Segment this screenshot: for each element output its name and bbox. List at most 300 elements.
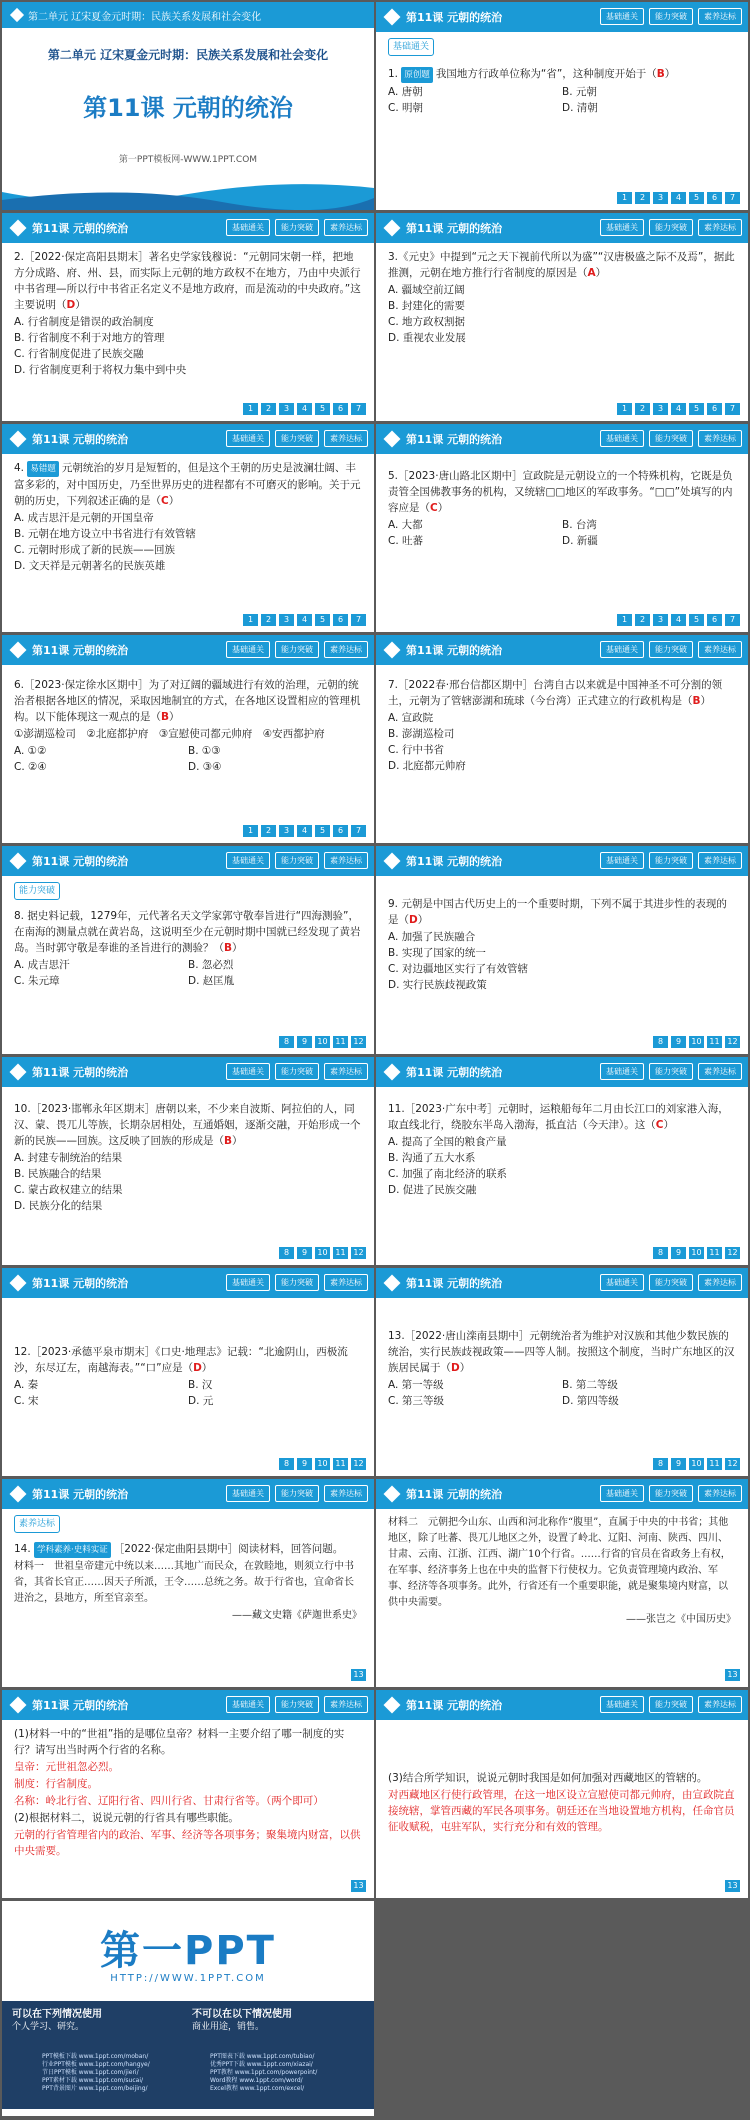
- link-list: [42, 2053, 364, 2093]
- tab-literacy[interactable]: 素养达标: [324, 1696, 368, 1713]
- nav-1[interactable]: 1: [243, 403, 258, 415]
- answer: D: [451, 1362, 460, 1374]
- nav-11[interactable]: 11: [333, 1458, 348, 1470]
- tab-ability[interactable]: 能力突破: [275, 1274, 319, 1291]
- tab-literacy[interactable]: 素养达标: [698, 219, 742, 236]
- tab-literacy[interactable]: 素养达标: [698, 430, 742, 447]
- tab-literacy[interactable]: 素养达标: [324, 852, 368, 869]
- question-tail: ）: [232, 1135, 243, 1147]
- slide-q2: [2, 213, 374, 421]
- option-a: A. 疆域空前辽阔: [388, 284, 465, 296]
- page-nav: [279, 1458, 366, 1470]
- lesson-header: 第11课 元朝的统治: [406, 1699, 503, 1712]
- nav-11[interactable]: 11: [333, 1036, 348, 1048]
- slide-header: [2, 1479, 374, 1509]
- nav-12[interactable]: 12: [351, 1036, 366, 1048]
- nav-7[interactable]: 7: [725, 403, 740, 415]
- nav-5[interactable]: 5: [315, 403, 330, 415]
- slide-header: [2, 1268, 374, 1298]
- option-b: B. 汉: [188, 1379, 213, 1391]
- nav-11[interactable]: 11: [707, 1036, 722, 1048]
- nav-8[interactable]: 8: [279, 1458, 294, 1470]
- tab-literacy[interactable]: 素养达标: [324, 1274, 368, 1291]
- slide-q8: [2, 846, 374, 1054]
- tab-basic[interactable]: 基础通关: [226, 641, 270, 658]
- link-item[interactable]: PPT素材下载 www.1ppt.com/sucai/: [42, 2077, 144, 2084]
- tab-basic[interactable]: 基础通关: [600, 1063, 644, 1080]
- slide-header: [376, 213, 748, 243]
- slide-header: [2, 1690, 374, 1720]
- diamond-icon: [10, 853, 27, 870]
- lesson-header: 第11课 元朝的统治: [406, 11, 503, 24]
- tab-literacy[interactable]: 素养达标: [698, 8, 742, 25]
- tab-ability[interactable]: 能力突破: [649, 1485, 693, 1502]
- nav-6[interactable]: 6: [333, 403, 348, 415]
- nav-3[interactable]: 3: [279, 403, 294, 415]
- lesson-header: 第11课 元朝的统治: [32, 1277, 129, 1290]
- tab-basic[interactable]: 基础通关: [226, 1063, 270, 1080]
- lesson-header: 第11课 元朝的统治: [406, 1066, 503, 1079]
- option-d: D. 新疆: [562, 535, 598, 547]
- tab-literacy[interactable]: 素养达标: [698, 852, 742, 869]
- option-c: C. 明朝: [388, 102, 424, 114]
- nav-10[interactable]: 10: [315, 1036, 330, 1048]
- lesson-header: 第11课 元朝的统治: [32, 1066, 129, 1079]
- tab-literacy[interactable]: 素养达标: [698, 1274, 742, 1291]
- answer: B: [224, 942, 233, 954]
- nav-4[interactable]: 4: [671, 192, 686, 204]
- question-text: 6.［2023·保定徐水区期中］为了对辽阔的疆域进行有效的治理，元朝的统治者根据各地区的情况，采取因地制宜的方式，在各地区设置相应的管理机构。以下能体现这一观点的是（: [14, 679, 361, 723]
- slide-header: [376, 1479, 748, 1509]
- tab-basic[interactable]: 基础通关: [226, 430, 270, 447]
- option-a: A. 宣政院: [388, 712, 434, 724]
- nav-4[interactable]: 4: [297, 403, 312, 415]
- tab-ability[interactable]: 能力突破: [649, 1696, 693, 1713]
- tab-basic[interactable]: 基础通关: [600, 1696, 644, 1713]
- slide-header: [376, 2, 748, 32]
- nav-6[interactable]: 6: [333, 614, 348, 626]
- nav-7[interactable]: 7: [725, 614, 740, 626]
- lesson-header: 第11课 元朝的统治: [406, 433, 503, 446]
- nav-7[interactable]: 7: [351, 614, 366, 626]
- page-nav: [617, 403, 740, 415]
- question-text: 9. 元朝是中国古代历史上的一个重要时期，下列不属于其进步性的表现的是（: [388, 898, 727, 926]
- nav-2[interactable]: 2: [261, 825, 276, 837]
- nav-9[interactable]: 9: [297, 1247, 312, 1259]
- tab-basic[interactable]: 基础通关: [226, 1274, 270, 1291]
- options: [14, 743, 362, 775]
- answer: B: [224, 1135, 233, 1147]
- nav-1[interactable]: 1: [243, 614, 258, 626]
- lesson-header: 第11课 元朝的统治: [32, 222, 129, 235]
- slide-material-two: [376, 1479, 748, 1687]
- answer-emperor: 皇帝：元世祖忽必烈。: [14, 1761, 119, 1773]
- answer: C: [655, 1119, 664, 1131]
- nav-3[interactable]: 3: [279, 614, 294, 626]
- nav-5[interactable]: 5: [315, 614, 330, 626]
- option-a: A. 行省制度是错误的政治制度: [14, 316, 154, 328]
- option-c: C. 行中书省: [388, 744, 445, 756]
- link-item[interactable]: 行业PPT模板 www.1ppt.com/hangye/: [42, 2061, 150, 2068]
- question-text: 3.《元史》中提到“元之天下视前代所以为盛”“汉唐极盛之际不及焉”，据此推测，元朝在地方推行行省制度的原因是（: [388, 251, 735, 279]
- question-tail: ）: [437, 502, 449, 514]
- option-b: B. 民族融合的结果: [14, 1168, 102, 1180]
- nav-13[interactable]: 13: [351, 1669, 366, 1681]
- tab-literacy[interactable]: 素养达标: [698, 1063, 742, 1080]
- nav-9[interactable]: 9: [297, 1458, 312, 1470]
- option-a: A. 成吉思汗: [14, 959, 70, 971]
- tab-basic[interactable]: 基础通关: [600, 852, 644, 869]
- nav-6[interactable]: 6: [707, 614, 722, 626]
- page-nav: [617, 192, 740, 204]
- option-d: D. 清朝: [562, 102, 598, 114]
- slide-header: [376, 846, 748, 876]
- question-text: ［2022·保定曲阳县期中］阅读材料，回答问题。: [113, 1543, 344, 1555]
- nav-4[interactable]: 4: [297, 614, 312, 626]
- tab-basic[interactable]: 基础通关: [600, 1274, 644, 1291]
- nav-2[interactable]: 2: [635, 192, 650, 204]
- diamond-icon: [10, 1486, 27, 1503]
- option-b: B. ①③: [188, 745, 221, 757]
- tab-basic[interactable]: 基础通关: [600, 641, 644, 658]
- tab-basic[interactable]: 基础通关: [226, 1696, 270, 1713]
- question-tail: ）: [232, 942, 243, 954]
- lesson-header: 第11课 元朝的统治: [406, 222, 503, 235]
- diamond-icon: [10, 8, 24, 22]
- question-text: 2.［2022·保定高阳县期末］著名史学家钱穆说：“元朝同宋朝一样，把地方分成路、府、州、县，而实际上元朝的地方政权不在地方，乃由中央派行中书省理—所以行中书省正名定义不是地方政府，而是流动的中央政府。”这主要说明（: [14, 251, 361, 311]
- tab-ability[interactable]: 能力突破: [275, 430, 319, 447]
- tab-ability[interactable]: 能力突破: [649, 8, 693, 25]
- nav-2[interactable]: 2: [635, 614, 650, 626]
- question-items: ①澎湖巡检司 ②北庭都护府 ③宣慰使司都元帅府 ④安西都护府: [14, 728, 325, 740]
- option-c: C. 对边疆地区实行了有效管辖: [388, 963, 529, 975]
- slide-header: [376, 424, 748, 454]
- nav-12[interactable]: 12: [351, 1247, 366, 1259]
- material-two-source: ——张岂之《中国历史》: [626, 1614, 736, 1625]
- tab-literacy[interactable]: 素养达标: [324, 1485, 368, 1502]
- nav-12[interactable]: 12: [351, 1458, 366, 1470]
- link-item[interactable]: PPT图表下载 www.1ppt.com/tubiao/: [210, 2053, 315, 2060]
- option-a: A. ①②: [14, 745, 47, 757]
- nav-1[interactable]: 1: [617, 614, 632, 626]
- option-d: D. 第四等级: [562, 1395, 619, 1407]
- nav-9[interactable]: 9: [671, 1036, 686, 1048]
- tab-basic[interactable]: 基础通关: [600, 8, 644, 25]
- lesson-title: 第11课 元朝的统治: [83, 94, 293, 122]
- option-a: A. 提高了全国的粮食产量: [388, 1136, 507, 1148]
- tab-ability[interactable]: 能力突破: [649, 852, 693, 869]
- page-nav: [653, 1247, 740, 1259]
- slide-header: [376, 1057, 748, 1087]
- question-text: 8. 据史料记载，1279年，元代著名天文学家郭守敬奉旨进行“四海测验”，在南海的测量点就在黄岩岛，这说明至少在元朝时期中国就已经发现了黄岩岛。当时郭守敬是奉谁的圣旨进行的测验？（: [14, 910, 361, 954]
- can-use-title: 可以在下列情况使用: [12, 2009, 102, 2020]
- nav-8[interactable]: 8: [279, 1036, 294, 1048]
- answer: B: [692, 695, 701, 707]
- question-text: 11.［2023·广东中考］元朝时，运粮船每年二月由长江口的刘家港入海，取直线北行，绕胶东半岛入渤海，抵直沽（今天津）。这（: [388, 1103, 729, 1131]
- nav-11[interactable]: 11: [333, 1247, 348, 1259]
- option-d: D. 实行民族歧视政策: [388, 979, 487, 991]
- tab-basic[interactable]: 基础通关: [600, 430, 644, 447]
- slide-header: [2, 213, 374, 243]
- nav-8[interactable]: 8: [653, 1247, 668, 1259]
- tab-ability[interactable]: 能力突破: [275, 852, 319, 869]
- nav-11[interactable]: 11: [707, 1458, 722, 1470]
- lesson-header: 第11课 元朝的统治: [406, 1277, 503, 1290]
- section-badge: 素养达标: [14, 1515, 60, 1533]
- tab-literacy[interactable]: 素养达标: [324, 1063, 368, 1080]
- nav-10[interactable]: 10: [689, 1458, 704, 1470]
- nav-5[interactable]: 5: [689, 192, 704, 204]
- nav-12[interactable]: 12: [725, 1247, 740, 1259]
- option-d: D. 重视农业发展: [388, 332, 466, 344]
- option-d: D. 行省制度更利于将权力集中到中央: [14, 364, 187, 376]
- question-tail: ）: [595, 267, 607, 279]
- nav-9[interactable]: 9: [297, 1036, 312, 1048]
- answer-functions: 元朝的行省管理省内的政治、军事、经济等各项事务；聚集境内财富，以供中央需要。: [14, 1829, 361, 1857]
- tab-ability[interactable]: 能力突破: [649, 641, 693, 658]
- option-a: A. 封建专制统治的结果: [14, 1152, 123, 1164]
- nav-6[interactable]: 6: [333, 825, 348, 837]
- nav-10[interactable]: 10: [315, 1247, 330, 1259]
- diamond-icon: [384, 220, 401, 237]
- option-c: C. 蒙古政权建立的结果: [14, 1184, 123, 1196]
- nav-3[interactable]: 3: [653, 614, 668, 626]
- answer: B: [656, 68, 665, 80]
- nav-7[interactable]: 7: [351, 403, 366, 415]
- slide-header: [2, 846, 374, 876]
- option-b: B. 元朝在地方设立中书省进行有效管辖: [14, 528, 196, 540]
- tab-ability[interactable]: 能力突破: [649, 1063, 693, 1080]
- slide-q10: [2, 1057, 374, 1265]
- option-a: A. 大都: [388, 519, 423, 531]
- link-item[interactable]: PPT教程 www.1ppt.com/powerpoint/: [210, 2069, 318, 2076]
- question-tail: ）: [168, 495, 180, 507]
- link-item[interactable]: Word教程 www.1ppt.com/word/: [210, 2077, 303, 2084]
- tab-literacy[interactable]: 素养达标: [324, 641, 368, 658]
- page-nav: [725, 1669, 740, 1681]
- nav-7[interactable]: 7: [351, 825, 366, 837]
- sub-question-2: (2)根据材料二，说说元朝的行省具有哪些职能。: [14, 1812, 239, 1824]
- unit-title: 第二单元 辽宋夏金元时期：民族关系发展和社会变化: [47, 48, 329, 62]
- nav-9[interactable]: 9: [671, 1458, 686, 1470]
- slide-q13: [376, 1268, 748, 1476]
- diamond-icon: [384, 431, 401, 448]
- answer-system: 制度：行省制度。: [14, 1778, 98, 1790]
- nav-13[interactable]: 13: [351, 1880, 366, 1892]
- slide-header: [376, 1690, 748, 1720]
- option-c: C. 第三等级: [388, 1395, 445, 1407]
- diamond-icon: [384, 1697, 401, 1714]
- diamond-icon: [10, 431, 27, 448]
- nav-1[interactable]: 1: [243, 825, 258, 837]
- can-use-text: 个人学习、研究。: [12, 2022, 85, 2032]
- option-a: A. 加强了民族融合: [388, 931, 476, 943]
- diamond-icon: [384, 1486, 401, 1503]
- question-text: 7.［2022春·邢台信都区期中］台湾自古以来就是中国神圣不可分割的领土，元朝为了管辖澎湖和琉球（今台湾）正式建立的行政机构是（: [388, 679, 723, 707]
- nav-8[interactable]: 8: [653, 1036, 668, 1048]
- tab-ability[interactable]: 能力突破: [275, 1063, 319, 1080]
- option-c: C. 吐蕃: [388, 535, 424, 547]
- nav-12[interactable]: 12: [725, 1036, 740, 1048]
- tab-ability[interactable]: 能力突破: [275, 1696, 319, 1713]
- section-badge: 基础通关: [388, 38, 434, 56]
- slide-q5: [376, 424, 748, 632]
- nav-3[interactable]: 3: [279, 825, 294, 837]
- section-badge: 能力突破: [14, 882, 60, 900]
- link-item[interactable]: 节日PPT模板 www.1ppt.com/jieri/: [42, 2069, 139, 2076]
- nav-10[interactable]: 10: [315, 1458, 330, 1470]
- nav-3[interactable]: 3: [653, 192, 668, 204]
- nav-10[interactable]: 10: [689, 1247, 704, 1259]
- answer-provinces: 名称：岭北行省、辽阳行省、四川行省、甘肃行省等。（两个即可）: [14, 1795, 324, 1807]
- tab-basic[interactable]: 基础通关: [226, 852, 270, 869]
- option-a: A. 唐朝: [388, 86, 423, 98]
- nav-4[interactable]: 4: [671, 403, 686, 415]
- page-nav: [243, 614, 366, 626]
- tab-basic[interactable]: 基础通关: [226, 1485, 270, 1502]
- link-item[interactable]: PPT背景图片 www.1ppt.com/beijing/: [42, 2085, 148, 2092]
- nav-4[interactable]: 4: [671, 614, 686, 626]
- nav-5[interactable]: 5: [315, 825, 330, 837]
- slide-q9: [376, 846, 748, 1054]
- option-c: C. 朱元璋: [14, 975, 60, 987]
- tab-literacy[interactable]: 素养达标: [324, 430, 368, 447]
- tab-literacy[interactable]: 素养达标: [324, 219, 368, 236]
- answer: C: [430, 502, 438, 514]
- nav-1[interactable]: 1: [617, 403, 632, 415]
- answer: D: [409, 914, 418, 926]
- nav-2[interactable]: 2: [261, 403, 276, 415]
- title-top-bar: [2, 2, 374, 28]
- option-b: B. 实现了国家的统一: [388, 947, 486, 959]
- answer: D: [66, 299, 76, 311]
- nav-8[interactable]: 8: [279, 1247, 294, 1259]
- slide-header: [2, 1057, 374, 1087]
- options: [388, 84, 736, 116]
- option-b: B. 行省制度不利于对地方的管理: [14, 332, 165, 344]
- diamond-icon: [10, 1697, 27, 1714]
- slide-q3: [376, 213, 748, 421]
- nav-13[interactable]: 13: [725, 1669, 740, 1681]
- slide-answers-two: [376, 1690, 748, 1898]
- diamond-icon: [10, 220, 27, 237]
- question-tag: 原创题: [401, 67, 433, 83]
- nav-5[interactable]: 5: [689, 614, 704, 626]
- unit-top-label: 第二单元 辽宋夏金元时期：民族关系发展和社会变化: [28, 12, 262, 23]
- question-tail: ）: [75, 299, 86, 311]
- material-one: 材料一 世祖皇帝建元中统以来……其地广而民众，在敦睦地，则须立行中书省，其省长官正……因天子所派，王令……总统之务。故于行省也，宜命省长进治之，县地方，所至官亲至。: [14, 1561, 354, 1604]
- nav-12[interactable]: 12: [725, 1458, 740, 1470]
- answer-tibet: 对西藏地区行使行政管理，在这一地区设立宣慰使司都元帅府，由宣政院直接统辖，掌管西藏的军民各项事务。朝廷还在当地设置地方机构，任命官员征收赋税，屯驻军队，实行充分和有效的管理。: [388, 1789, 735, 1833]
- tab-ability[interactable]: 能力突破: [649, 1274, 693, 1291]
- question-tail: ）: [664, 68, 676, 80]
- nav-1[interactable]: 1: [617, 192, 632, 204]
- option-d: D. 文天祥是元朝著名的民族英雄: [14, 560, 166, 572]
- nav-5[interactable]: 5: [689, 403, 704, 415]
- answer: B: [161, 711, 170, 723]
- option-b: B. 忽必烈: [188, 959, 234, 971]
- tab-ability[interactable]: 能力突破: [275, 641, 319, 658]
- tab-ability[interactable]: 能力突破: [649, 430, 693, 447]
- tab-ability[interactable]: 能力突破: [275, 219, 319, 236]
- option-b: B. 第二等级: [562, 1379, 618, 1391]
- nav-11[interactable]: 11: [707, 1247, 722, 1259]
- tab-literacy[interactable]: 素养达标: [698, 641, 742, 658]
- tab-ability[interactable]: 能力突破: [275, 1485, 319, 1502]
- material-two: 材料二 元朝把今山东、山西和河北称作“腹里”，直属于中央的中书省；其他地区，除了吐蕃、畏兀儿地区之外，设置了岭北、辽阳、河南、陕西、四川、甘肃、云南、江浙、江西、湖广10个行省。……行省的官员在省政务上有权，在军事、经济事务上也在中央的监督下行使权力。它负责管理境内政治、军事、经济等各项事务。此外，行省还有一个重要职能，就是聚集境内财富，以供中央需要。: [388, 1517, 731, 1608]
- lesson-header: 第11课 元朝的统治: [32, 855, 129, 868]
- page-nav: [725, 1880, 740, 1892]
- tab-literacy[interactable]: 素养达标: [698, 1485, 742, 1502]
- slide-header: [376, 635, 748, 665]
- diamond-icon: [384, 853, 401, 870]
- tab-literacy[interactable]: 素养达标: [698, 1696, 742, 1713]
- diamond-icon: [10, 1275, 27, 1292]
- page-nav: [351, 1669, 366, 1681]
- slide-header: [2, 424, 374, 454]
- slide-q4: 第11课 元朝的统治 基础通关 能力突破 素养达标 4. 易错题 元朝统治的岁月是短暂的，但是这个王朝的历史是波澜壮阔、丰富多彩的，对中国历史，乃至世界历史的进程都有不可磨灭的影响。关于元朝的历史，下列叙述正确的是（C） A. 成吉思汗是元朝的开国皇帝 B. 元朝在地方设立中书省进行有效管辖 C. 元朝时形成了新的民族——回族 D. 文天祥是元朝著名的民族英雄 1 2 3 4 5 6 7: [2, 424, 374, 632]
- option-c: C. 地方政权割据: [388, 316, 466, 328]
- page-nav: [243, 825, 366, 837]
- tab-basic[interactable]: 基础通关: [600, 219, 644, 236]
- slide-header: [376, 1268, 748, 1298]
- answer: A: [587, 267, 596, 279]
- option-d: D. ③④: [188, 761, 222, 773]
- brand-url: HTTP://WWW.1PPT.COM: [110, 1973, 266, 1984]
- tab-basic[interactable]: 基础通关: [600, 1485, 644, 1502]
- question-tail: ）: [663, 1119, 674, 1131]
- link-item[interactable]: 优秀PPT下载 www.1ppt.com/xiazai/: [210, 2061, 313, 2068]
- nav-2[interactable]: 2: [261, 614, 276, 626]
- page-nav: [351, 1880, 366, 1892]
- nav-13[interactable]: 13: [725, 1880, 740, 1892]
- question-text: 13.［2022·唐山滦南县期中］元朝统治者为维护对汉族和其他少数民族的统治，实行民族歧视政策——四等人制。按照这个制度，当时广东地区的汉族居民属于（: [388, 1330, 735, 1374]
- link-item[interactable]: PPT模板下载 www.1ppt.com/moban/: [42, 2053, 149, 2060]
- lesson-header: 第11课 元朝的统治: [32, 1488, 129, 1501]
- diamond-icon: [10, 642, 27, 659]
- slide-q1: 第11课 元朝的统治 基础通关 能力突破 素养达标 基础通关 1. 原创题 我国地方行政单位称为“省”，这种制度开始于（B） A. 唐朝 B. 元朝 C. 明朝 D. 清朝 1 2 3 4 5 6 7: [376, 2, 748, 210]
- tab-ability[interactable]: 能力突破: [649, 219, 693, 236]
- question-tag: 易错题: [27, 461, 59, 477]
- option-a: A. 第一等级: [388, 1379, 444, 1391]
- nav-6[interactable]: 6: [707, 192, 722, 204]
- question-text: 12.［2023·承德平泉市期末］《口史·地理志》记载：“北逾阴山，西极流沙，东尽辽左，南越海表。”“口”应是（: [14, 1346, 348, 1374]
- nav-6[interactable]: 6: [707, 403, 722, 415]
- option-b: B. 元朝: [562, 86, 597, 98]
- nav-7[interactable]: 7: [725, 192, 740, 204]
- lesson-header: 第11课 元朝的统治: [406, 1488, 503, 1501]
- nav-4[interactable]: 4: [297, 825, 312, 837]
- link-item[interactable]: Excel教程 www.1ppt.com/excel/: [210, 2085, 305, 2092]
- nav-10[interactable]: 10: [689, 1036, 704, 1048]
- lesson-header: 第11课 元朝的统治: [406, 644, 503, 657]
- options: [388, 1377, 736, 1409]
- page-nav: [279, 1036, 366, 1048]
- question-tail: ）: [417, 914, 429, 926]
- nav-2[interactable]: 2: [635, 403, 650, 415]
- tab-basic[interactable]: 基础通关: [226, 219, 270, 236]
- wave-decoration: [2, 172, 374, 210]
- option-d: D. 北庭都元帅府: [388, 760, 466, 772]
- cannot-use-title: 不可以在以下情况使用: [192, 2009, 292, 2020]
- question-tail: ）: [169, 711, 180, 723]
- option-d: D. 民族分化的结果: [14, 1200, 103, 1212]
- nav-8[interactable]: 8: [653, 1458, 668, 1470]
- nav-3[interactable]: 3: [653, 403, 668, 415]
- lesson-header: 第11课 元朝的统治: [406, 855, 503, 868]
- question-text: 5.［2023·唐山路北区期中］宣政院是元朝设立的一个特殊机构，它既是负责管全国佛教事务的机构，又统辖□□地区的军政事务。“□□”处填写的内容应是（: [388, 470, 733, 514]
- nav-9[interactable]: 9: [671, 1247, 686, 1259]
